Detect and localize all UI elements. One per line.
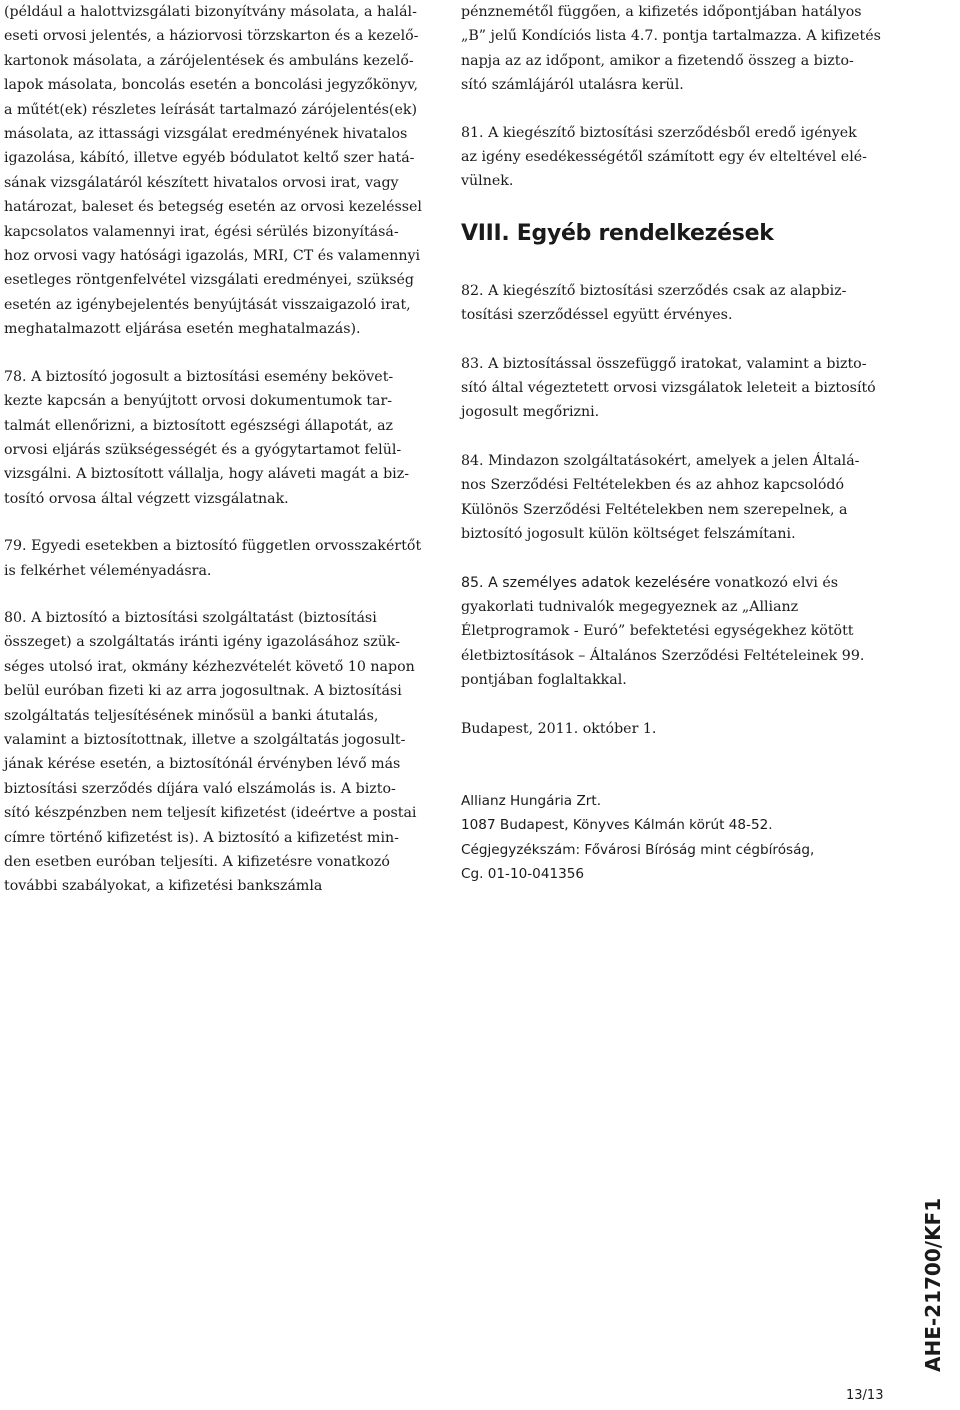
text-line: másolata, az ittassági vizsgálat eredményének hivatalos	[4, 126, 408, 143]
text-line: a műtét(ek) részletes leírását tartalmazó zárójelentés(ek)	[4, 101, 417, 118]
paragraph-84	[461, 449, 901, 547]
paragraph-80	[4, 606, 444, 899]
text-line: tosító orvosa által végzett vizsgálatnak.	[4, 490, 289, 507]
paragraph-85-lead: 85. A személyes adatok kezelésére	[461, 574, 711, 591]
paragraph-81	[461, 121, 901, 194]
text-line: 78. A biztosító jogosult a biztosítási esemény bekövet-	[4, 368, 394, 385]
text-line: napja az az időpont, amikor a fizetendő összeg a bizto-	[461, 52, 854, 69]
text-line: nos Szerződési Feltételekben és az ahhoz kapcsolódó	[461, 477, 845, 494]
text-line: vizsgálni. A biztosított vállalja, hogy aláveti magát a biz-	[4, 466, 409, 483]
paragraph-85	[461, 571, 901, 693]
text-line: biztosító jogosult külön költséget felszámítani.	[461, 526, 796, 543]
company-info	[461, 789, 901, 887]
text-line: 83. A biztosítással összefüggő iratokat, valamint a bizto-	[461, 355, 867, 372]
text-line: belül euróban fizeti ki az arra jogosultnak. A biztosítási	[4, 683, 402, 700]
text-line: életbiztosítások – Általános Szerződési Feltételeinek 99.	[461, 647, 865, 664]
text-line: címre történő kifizetést is). A biztosító a kifizetést min-	[4, 829, 399, 846]
company-registry-number: Cg. 01-10-041356	[461, 866, 585, 883]
text-line: jogosult megőrizni.	[461, 404, 600, 421]
text-line: eseti orvosi jelentés, a háziorvosi törzskarton és a kezelő-	[4, 28, 419, 45]
section-heading: VIII. Egyéb rendelkezések	[461, 220, 774, 246]
text-line: tosítási szerződéssel együtt érvényes.	[461, 307, 733, 324]
text-line: meghatalmazott eljárása esetén meghatalmazás).	[4, 321, 361, 338]
paragraph-85-rest: vonatkozó elvi és	[710, 574, 839, 591]
text-line: sító számlájáról utalásra kerül.	[461, 77, 684, 94]
text-line: is felkérhet véleményadásra.	[4, 562, 212, 579]
text-line: 79. Egyedi esetekben a biztosító független orvosszakértőt	[4, 538, 422, 555]
text-line: jának kérése esetén, a biztosítónál érvényben lévő más	[4, 756, 401, 773]
text-line: talmát ellenőrizni, a biztosított egészségi állapotát, az	[4, 417, 393, 434]
left-column	[4, 0, 444, 899]
text-line: kapcsolatos valamennyi irat, égési sérülés bizonyításá-	[4, 223, 399, 240]
text-line: vülnek.	[461, 173, 514, 190]
paragraph-intro	[4, 0, 444, 342]
text-line: kezte kapcsán a benyújtott orvosi dokumentumok tar-	[4, 393, 393, 410]
text-line: Életprogramok - Euró” befektetési egységekhez kötött	[461, 623, 854, 640]
text-line: esetén az igénybejelentés benyújtását visszaigazoló irat,	[4, 296, 411, 313]
text-line: lapok másolata, boncolás esetén a boncolási jegyzőkönyv,	[4, 77, 419, 94]
text-line	[461, 571, 901, 595]
paragraph-83	[461, 352, 901, 425]
page-number: 13/13	[846, 1388, 884, 1403]
text-line: „B” jelű Kondíciós lista 4.7. pontja tartalmazza. A kifizetés	[461, 28, 881, 45]
text-line: sító által végeztetett orvosi vizsgálatok leleteit a biztosító	[461, 380, 876, 397]
text-line: gyakorlati tudnivalók megegyeznek az „Allianz	[461, 598, 799, 615]
text-line: az igény esedékességétől számított egy év elteltével elé-	[461, 149, 867, 166]
text-line: pontjában foglaltakkal.	[461, 672, 627, 689]
text-line: Különös Szerződési Feltételekben nem szerepelnek, a	[461, 501, 848, 518]
document-code: AHE-21700/KF1	[921, 1197, 945, 1372]
text-line: 81. A kiegészítő biztosítási szerződésből eredő igények	[461, 124, 857, 141]
text-line: szolgáltatás teljesítésének minősül a banki átutalás,	[4, 707, 379, 724]
text-line: sító készpénzben nem teljesít kifizetést (ideértve a postai	[4, 805, 417, 822]
text-line: 84. Mindazon szolgáltatásokért, amelyek a jelen Általá-	[461, 452, 860, 469]
paragraph-continuation	[461, 0, 901, 98]
text-line: den esetben euróban teljesíti. A kifizetésre vonatkozó	[4, 854, 390, 870]
text-line: sának vizsgálatáról készített hivatalos orvosi irat, vagy	[4, 174, 399, 191]
paragraph-82	[461, 279, 901, 328]
text-line: kartonok másolata, a zárójelentések és ambuláns kezelő-	[4, 52, 414, 69]
text-line: igazolása, kábító, illetve egyéb bódulatot keltő szer hatá-	[4, 150, 415, 167]
date-line: Budapest, 2011. október 1.	[461, 720, 657, 737]
paragraph-78	[4, 365, 444, 511]
text-line: további szabályokat, a kifizetési bankszámla	[4, 878, 323, 895]
text-line: (például a halottvizsgálati bizonyítvány másolata, a halál-	[4, 4, 417, 20]
text-line: 80. A biztosító a biztosítási szolgáltatást (biztosítási	[4, 609, 377, 626]
text-line: pénznemétől függően, a kifizetés időpontjában hatályos	[461, 4, 862, 20]
text-line: valamint a biztosítottnak, illetve a szolgáltatás jogosult-	[4, 731, 406, 748]
company-registry: Cégjegyzékszám: Fővárosi Bíróság mint cégbíróság,	[461, 841, 815, 858]
text-line: hoz orvosi vagy hatósági igazolás, MRI, CT és valamennyi	[4, 248, 421, 265]
text-line: séges utolsó irat, okmány kézhezvételét követő 10 napon	[4, 658, 415, 675]
company-address: 1087 Budapest, Könyves Kálmán körút 48-52.	[461, 817, 773, 834]
text-line: határozat, baleset és betegség esetén az orvosi kezeléssel	[4, 199, 422, 216]
paragraph-79	[4, 534, 444, 583]
text-line: 82. A kiegészítő biztosítási szerződés csak az alapbiz-	[461, 282, 847, 299]
company-name: Allianz Hungária Zrt.	[461, 792, 602, 809]
text-line: orvosi eljárás szükségességét és a gyógytartamot felül-	[4, 441, 402, 458]
right-column	[461, 0, 901, 887]
text-line: esetleges röntgenfelvétel vizsgálati eredményei, szükség	[4, 272, 414, 289]
text-line: összeget) a szolgáltatás iránti igény igazolásához szük-	[4, 634, 401, 651]
text-line: biztosítási szerződés díjára való elszámolás is. A bizto-	[4, 780, 396, 797]
